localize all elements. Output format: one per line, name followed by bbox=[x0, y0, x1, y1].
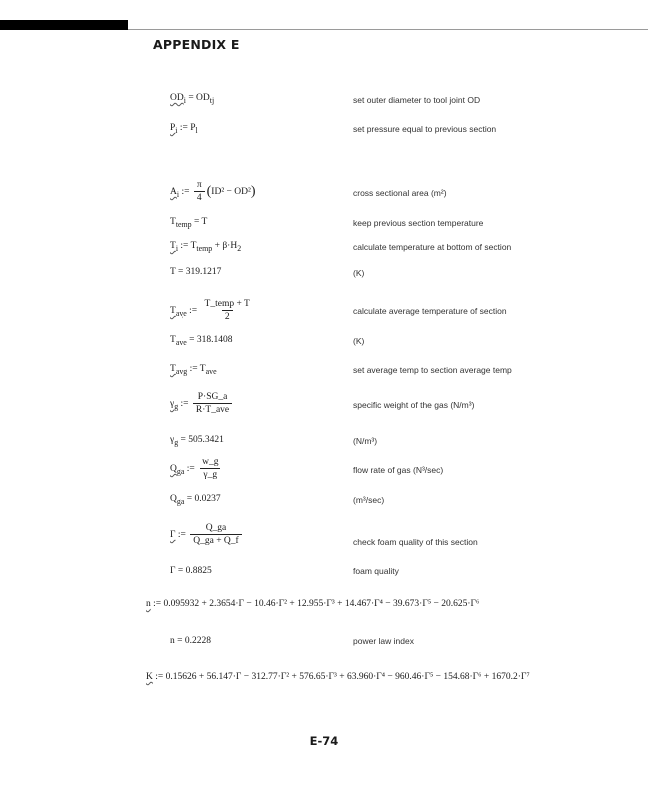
fraction-temp-average: $\frac{\text{T\_temp + T}}{2}$ bbox=[204, 299, 250, 322]
equation-foam-quality-value: Γ = 0.8825 bbox=[170, 566, 212, 576]
fraction-foam-quality: $\frac{Q\_ga}{Q\_ga + Q\_f}$ bbox=[190, 523, 241, 547]
equation-specific-weight: $\gamma_g$ := $\frac{P\cdot SG\_a}{\text{R·T\_ave}}$ bbox=[170, 392, 234, 416]
equation-gas-flow-value: $Q_{ga} = 0.0237$ bbox=[170, 494, 221, 506]
appendix-title: APPENDIX E bbox=[153, 37, 240, 52]
fraction-pi-over-4: $\frac{\pi}{4}$ bbox=[194, 180, 205, 204]
description-gas-flow: flow rate of gas (N³/sec) bbox=[353, 465, 444, 475]
equation-gas-flow: $Q_{ga}$ := $\frac{w\_g}{\gamma\_g}$ bbox=[170, 457, 223, 481]
fraction-gas-flow: $\frac{w\_g}{\gamma\_g}$ bbox=[202, 457, 219, 480]
equation-area: $A_i$ := $\frac{\pi}{4}$ (ID² − OD²) bbox=[170, 180, 256, 203]
description-temp-value: (K) bbox=[353, 268, 365, 278]
equation-od: $OD_i = OD_{tj}$ bbox=[170, 93, 215, 105]
header-rule bbox=[128, 29, 648, 30]
equation-pressure: $P_i$ := $P_l$ bbox=[170, 123, 198, 135]
description-temp-assign: set average temp to section average temp bbox=[353, 365, 512, 375]
description-temp-keep: keep previous section temperature bbox=[353, 218, 484, 228]
header-black-bar bbox=[0, 20, 128, 30]
description-temp-average: calculate average temperature of section bbox=[353, 306, 507, 316]
equation-temp-assign: $T_{avg}$ := $T_{ave}$ bbox=[170, 364, 217, 376]
description-area: cross sectional area (m²) bbox=[353, 188, 447, 198]
description-foam-quality-value: foam quality bbox=[353, 566, 399, 576]
description-temp-bottom: calculate temperature at bottom of section bbox=[353, 242, 512, 252]
description-foam-quality: check foam quality of this section bbox=[353, 537, 478, 547]
page-number: E-74 bbox=[309, 734, 339, 748]
fraction-specific-weight: $\frac{P\cdot SG\_a}{\text{R·T\_ave}}$ bbox=[193, 392, 232, 416]
equation-temp-average: $T_{ave}$ := $\frac{\text{T\_temp + T}}{2}$ bbox=[170, 299, 255, 323]
description-specific-weight: specific weight of the gas (N/m³) bbox=[353, 400, 475, 410]
equation-temp-value: T = 319.1217 bbox=[170, 267, 222, 277]
description-gas-flow-value: (m³/sec) bbox=[353, 495, 385, 505]
equation-power-law-polynomial: n := 0.095932 + 2.3654·Γ − 10.46·Γ² + 12.955·Γ³ + 14.467·Γ⁴ − 39.673·Γ⁵ − 20.625·Γ⁶ bbox=[146, 599, 480, 609]
description-od: set outer diameter to tool joint OD bbox=[353, 95, 481, 105]
equation-temp-bottom: $T_i$ := $T_{temp} + \beta\cdot H_2$ bbox=[170, 241, 242, 253]
equation-temp-keep: $T_{temp} = T$ bbox=[170, 217, 208, 229]
description-specific-weight-value: (N/m³) bbox=[353, 436, 378, 446]
description-temp-average-value: (K) bbox=[353, 336, 365, 346]
equation-specific-weight-value: $\gamma_g = 505.3421$ bbox=[170, 435, 224, 447]
equation-foam-quality: Γ := $\frac{Q\_ga}{Q\_ga + Q\_f}$ bbox=[170, 523, 244, 547]
description-power-law-value: power law index bbox=[353, 636, 414, 646]
description-pressure: set pressure equal to previous section bbox=[353, 124, 497, 134]
equation-power-law-value: n = 0.2228 bbox=[170, 636, 211, 646]
equation-consistency-polynomial: K := 0.15626 + 56.147·Γ − 312.77·Γ² + 576.65·Γ³ + 63.960·Γ⁴ − 960.46·Γ⁵ − 154.68·Γ⁶ + 1670.2·Γ⁷ bbox=[146, 672, 530, 682]
equation-temp-average-value: $T_{ave} = 318.1408$ bbox=[170, 335, 233, 347]
